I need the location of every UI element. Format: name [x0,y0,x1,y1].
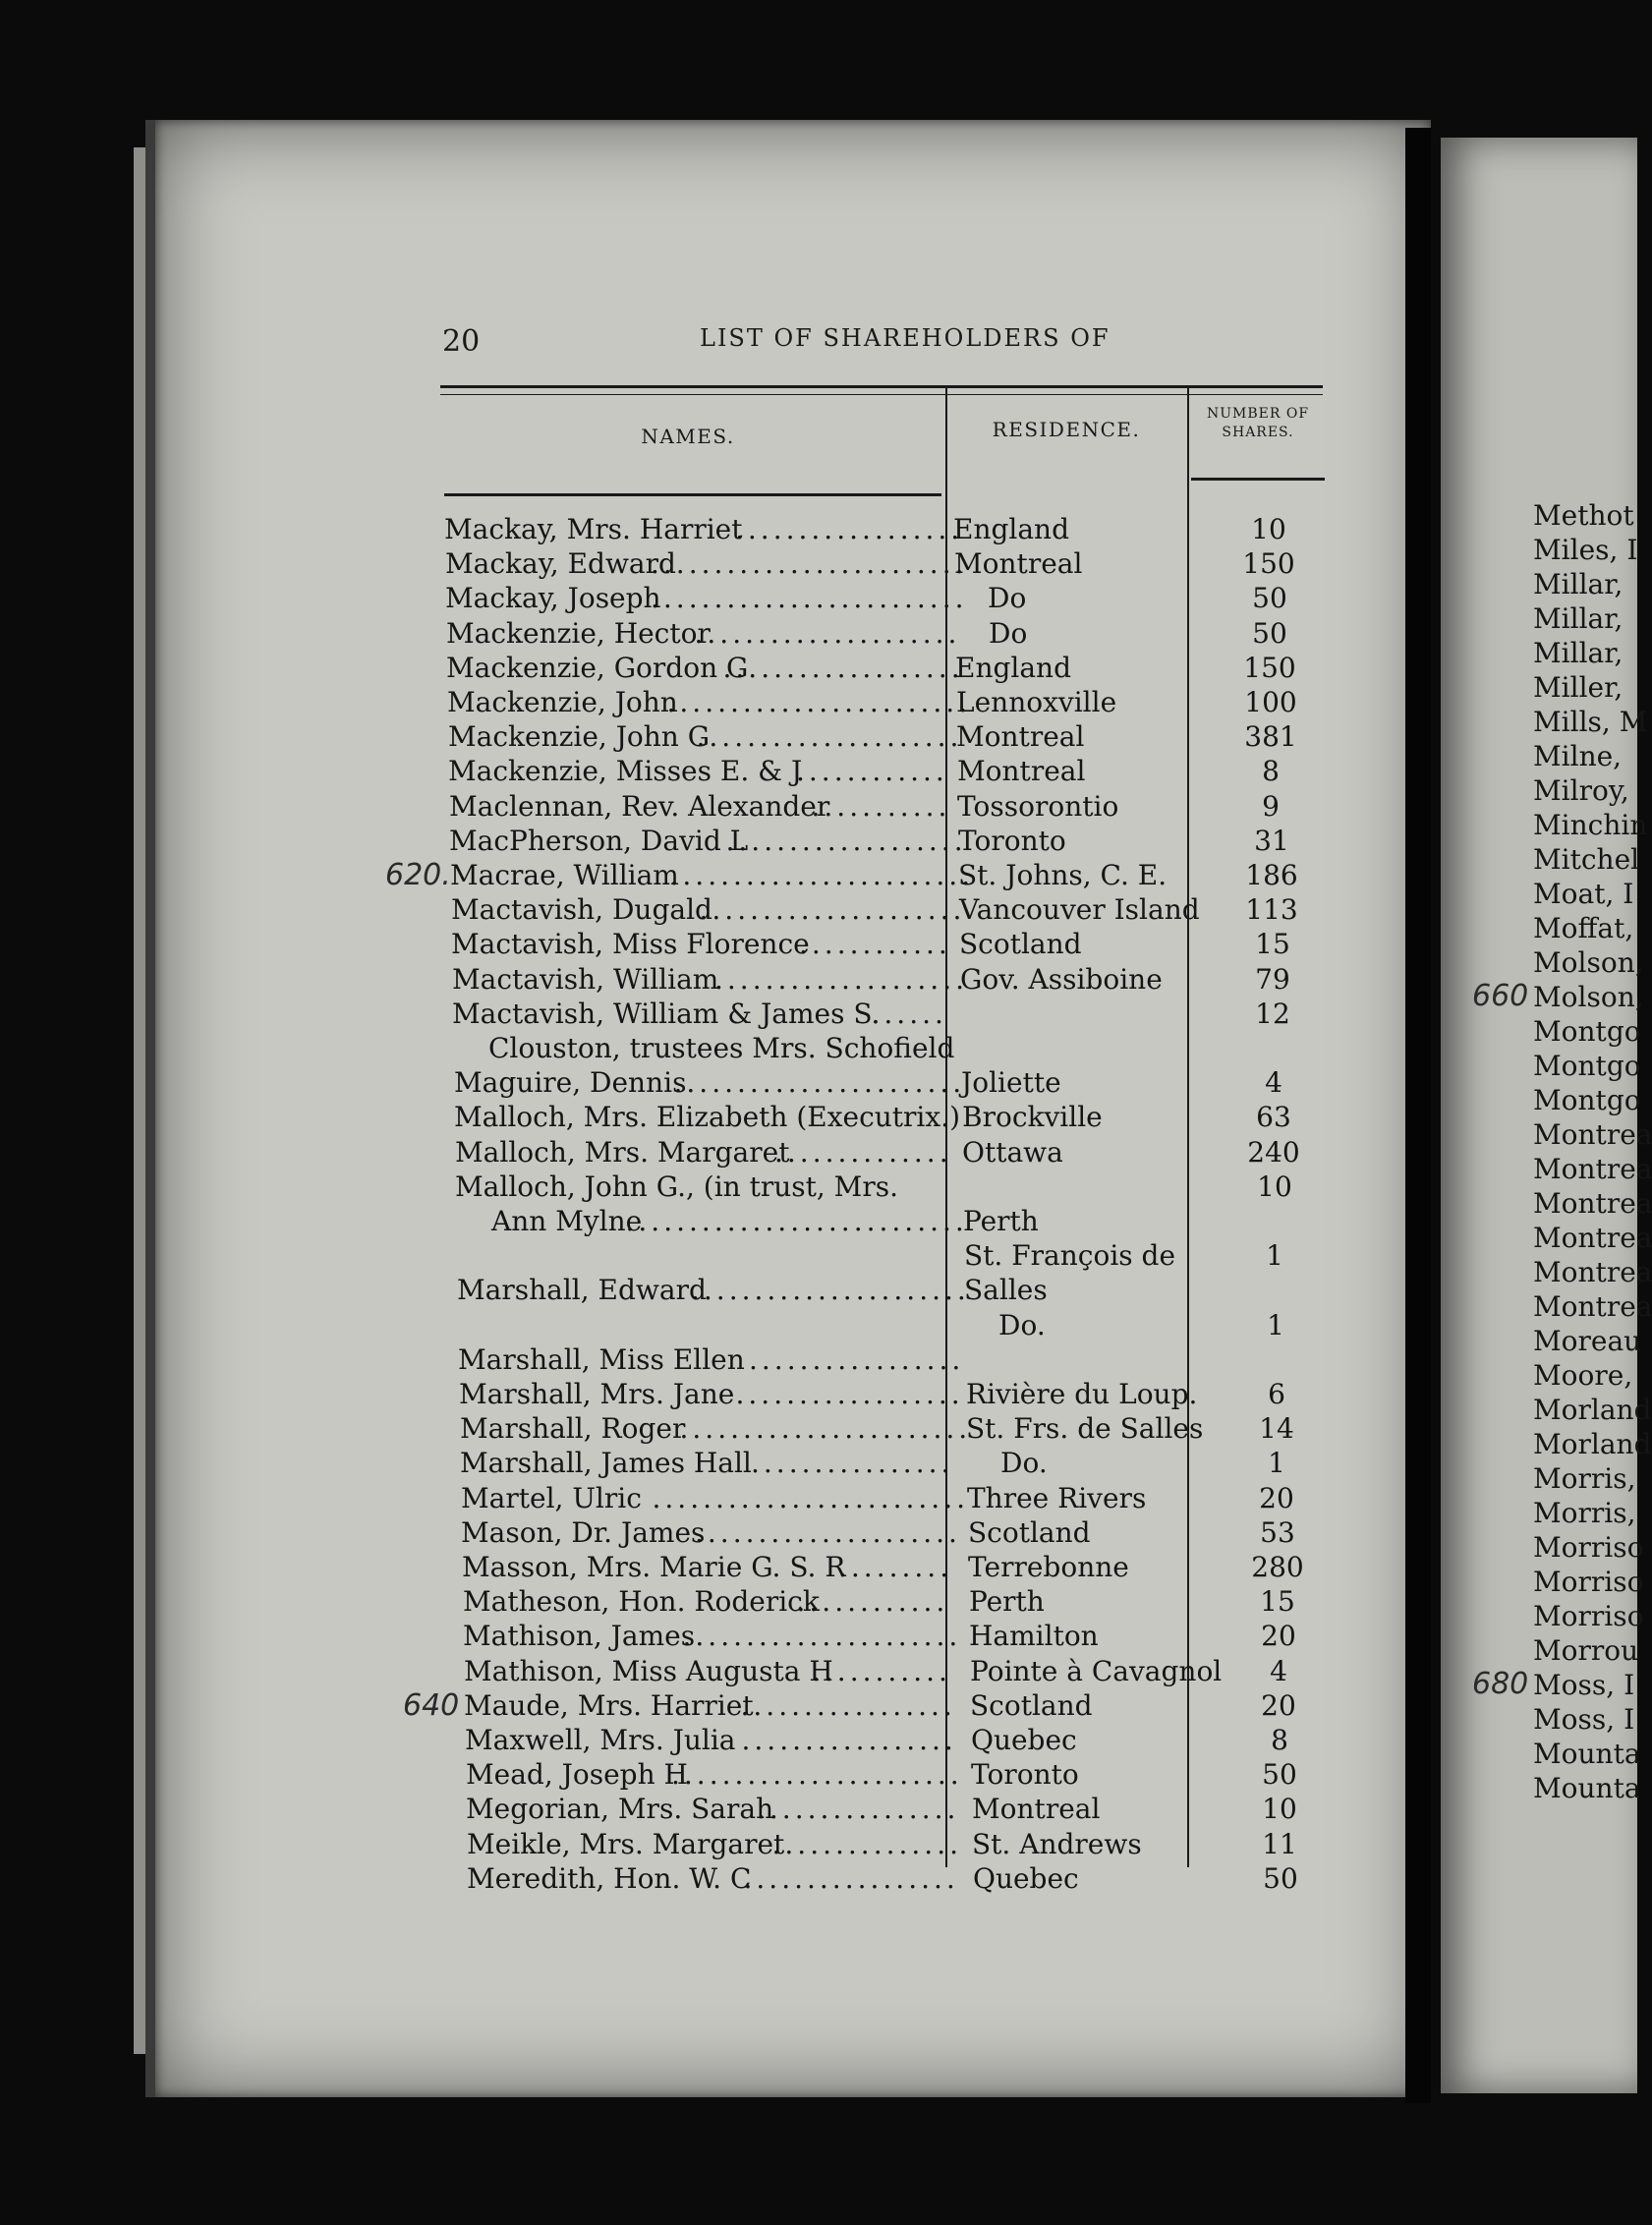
facing-page-entry: Morland [1533,1428,1652,1460]
facing-page-entry: Montgo [1533,1084,1641,1116]
facing-page-entry: Moss, I [1533,1669,1635,1701]
share-count: 1 [1268,1447,1285,1480]
residence: Montreal [957,755,1086,788]
leader-dots: .............. [774,1135,952,1169]
facing-page-entry: Mills, M [1533,706,1648,738]
leader-dots: ........................... [625,1205,968,1237]
share-count: 11 [1262,1827,1297,1860]
facing-page-handwritten-number: 660 [1472,979,1529,1013]
share-count: 15 [1255,928,1290,961]
residence: St. François de [964,1239,1176,1273]
shareholder-name: Mackenzie, Misses E. & J [448,755,803,788]
residence: Quebec [973,1861,1079,1895]
residence: Joliette [961,1066,1061,1100]
facing-page-entry: Moat, I [1533,878,1634,910]
share-count: 1 [1267,1308,1284,1341]
facing-page-entry: Methot [1533,499,1634,532]
shareholder-name: Mactavish, William [452,962,719,996]
share-count: 8 [1262,755,1280,788]
residence: Vancouver Island [959,893,1200,927]
residence: England [955,651,1072,684]
share-count: 150 [1242,547,1295,581]
facing-page-entry: Montrea [1533,1153,1652,1185]
shareholder-name: Mackay, Edward [445,547,676,581]
facing-page-entry: Milroy, [1533,774,1629,807]
shareholder-name: Marshall, Edward [457,1274,707,1307]
share-count: 9 [1262,789,1280,823]
leader-dots: ........................ [669,859,975,891]
leader-dots: ....................... [671,1758,963,1792]
residence: Perth [963,1205,1039,1237]
residence: Do [988,582,1027,615]
facing-page-handwritten-number: 680 [1472,1667,1529,1701]
residence: Montreal [956,720,1085,754]
leader-dots: .................. [735,1378,964,1410]
leader-dots: ......... [838,1551,953,1583]
residence: Scotland [970,1688,1093,1722]
column-header-residence: RESIDENCE. [992,418,1141,441]
leader-dots: ................. [741,1724,957,1756]
residence: Montreal [954,547,1083,581]
leader-dots: ................ [757,1793,960,1826]
share-count: 10 [1262,1793,1297,1826]
leader-dots: ................. [740,1688,956,1722]
share-count: 15 [1260,1585,1295,1619]
leader-dots: .................. [735,513,964,545]
shareholder-name: MacPherson, David L [449,824,749,857]
leader-dots: ...................... [691,1274,970,1307]
leader-dots: ........... [811,789,951,823]
facing-page-entry: Morris, [1533,1497,1636,1529]
shareholder-name: Marshall, Roger [460,1412,686,1446]
facing-page-entry: Miller, [1533,671,1624,704]
leader-dots: ..................... [699,893,966,927]
column-header-shares-line1: NUMBER OF [1206,406,1310,422]
shareholder-name: Mackenzie, John G [448,720,711,754]
leader-dots: ................. [749,1342,965,1376]
leader-dots: ....................... [679,1412,972,1446]
shareholder-name: Mackenzie, Gordon G [446,651,749,684]
share-count: 280 [1251,1551,1304,1583]
shareholder-name: Maguire, Dennis [454,1066,687,1100]
residence: Rivière du Loup. [966,1378,1198,1410]
facing-page-entry: Morrou [1533,1634,1639,1667]
shareholder-name: Clouston, trustees Mrs. Schofield [488,1032,955,1064]
shareholder-name: Mackenzie, John [447,686,678,718]
facing-page-entry: Moore, [1533,1359,1633,1392]
leader-dots: ...... [871,997,947,1030]
share-count: 240 [1247,1135,1300,1169]
share-count: 50 [1262,1758,1297,1792]
share-count: 8 [1271,1724,1288,1756]
book-gutter [1405,128,1431,2103]
share-count: 20 [1259,1481,1294,1514]
shareholder-name: Malloch, John G., (in trust, Mrs. [455,1170,898,1203]
leader-dots: .................... [714,962,969,996]
column-divider-2 [1187,385,1189,1867]
facing-page-entry: Morland [1533,1394,1652,1426]
leader-dots: ..................... [694,616,961,650]
facing-page-entry: Morris, [1533,1462,1636,1495]
facing-page-entry: Moreau [1533,1325,1642,1357]
top-rule [440,385,1323,388]
residence: England [953,513,1070,545]
facing-page-entry: Mounta [1533,1772,1641,1804]
leader-dots: ................. [743,1861,959,1895]
facing-page-entry: Minchin [1533,809,1648,841]
leader-dots: ............ [796,1585,949,1619]
share-count: 20 [1261,1688,1296,1722]
shareholder-name: Mason, Dr. James [461,1515,706,1549]
share-count: 79 [1255,962,1290,996]
top-rule-thin [440,394,1323,395]
shareholder-name: Malloch, Mrs. Elizabeth (Executrix.) [454,1101,960,1134]
share-count: 50 [1263,1861,1298,1895]
shareholder-name: Mackenzie, Hector [446,616,711,650]
leader-dots: ............ [799,928,951,961]
leader-dots: ........................ [666,686,972,718]
shareholder-name: Marshall, Miss Ellen [458,1342,745,1376]
share-count: 113 [1245,893,1298,927]
shareholder-name: Mathison, James [463,1620,696,1653]
shareholder-name: Mactavish, Dugald [451,893,712,927]
facing-page-entry: Mounta [1533,1738,1641,1770]
residence: Three Rivers [967,1481,1147,1514]
shareholder-name: Mactavish, Miss Florence [451,928,810,961]
header-rule-names [444,493,941,496]
page-number: 20 [442,324,481,359]
leader-dots: ........... [812,1654,951,1687]
leader-dots: ................... [725,824,967,857]
residence: Hamilton [969,1620,1099,1653]
residence: St. Frs. de Salles [966,1412,1204,1446]
share-count: 50 [1252,616,1287,650]
shareholder-name: Maclennan, Rev. Alexander [449,789,830,823]
share-count: 10 [1251,513,1286,545]
residence: Perth [969,1585,1045,1619]
shareholder-name: Mackay, Mrs. Harriet [444,513,743,545]
leader-dots: ....................... [673,1066,966,1100]
leader-dots: ......................... [652,1481,970,1514]
column-header-shares [1191,405,1325,442]
residence: Gov. Assiboine [960,962,1163,996]
facing-page-entry: Molson, [1533,946,1644,979]
share-count: 6 [1268,1378,1285,1410]
shareholder-name: Ann Mylne [491,1205,643,1237]
share-count: 186 [1245,859,1298,891]
residence: Ottawa [962,1135,1063,1169]
share-count: 31 [1254,824,1289,857]
residence: Do. [998,1308,1046,1341]
header-rule-shares [1191,478,1325,481]
facing-page-entry: Millar, [1533,637,1624,669]
leader-dots: ..................... [695,1515,961,1549]
facing-page-entry: Montrea [1533,1290,1652,1323]
leader-dots: ......................... [651,547,968,581]
facing-page-entry: Miles, I [1533,534,1638,566]
residence: Scotland [968,1515,1091,1549]
leader-dots: ......................... [651,582,968,615]
handwritten-number: 620. [385,858,451,892]
residence: Pointe à Cavagnol [970,1654,1223,1687]
column-header-shares-line2: SHARES. [1222,425,1294,440]
residence: Toronto [971,1758,1079,1792]
residence: Scotland [959,928,1082,961]
handwritten-number: 640 [403,1687,460,1723]
residence: Do. [1000,1447,1048,1480]
shareholder-name: Meredith, Hon. W. C [467,1861,752,1895]
residence: Tossorontio [957,789,1119,823]
facing-page-entry: Montrea [1533,1118,1652,1151]
share-count: 381 [1244,720,1297,754]
residence: Salles [964,1274,1048,1307]
leader-dots: ................... [722,651,964,684]
residence: Lennoxville [956,686,1117,718]
facing-page-entry: Montgo [1533,1050,1641,1082]
shareholder-name: Mead, Joseph H [466,1758,688,1792]
shareholder-name: Macrae, William [450,859,679,891]
facing-page-entry: Milne, [1533,740,1623,772]
shareholder-name: Meikle, Mrs. Margaret [467,1827,785,1860]
shareholder-name: Megorian, Mrs. Sarah [466,1793,774,1826]
share-count: 4 [1265,1066,1282,1100]
share-count: 63 [1256,1101,1291,1134]
residence: St. Johns, C. E. [958,859,1168,891]
facing-page-entry: Montrea [1533,1222,1652,1254]
shareholder-name: Marshall, Mrs. Jane [459,1378,735,1410]
share-count: 1 [1266,1239,1283,1273]
residence: St. Andrews [972,1827,1142,1860]
running-title: LIST OF SHAREHOLDERS OF [700,324,1111,352]
shareholder-name: Matheson, Hon. Roderick [463,1585,820,1619]
shareholder-name: Maude, Mrs. Harriet [464,1688,754,1722]
share-count: 100 [1244,686,1297,718]
share-count: 50 [1252,582,1287,615]
shareholder-name: Malloch, Mrs. Margaret [455,1135,790,1169]
facing-page-entry: Molson, [1533,981,1644,1013]
shareholder-name: Martel, Ulric [461,1481,642,1514]
shareholder-name: Maxwell, Mrs. Julia [465,1724,736,1756]
facing-page-entry: Montrea [1533,1256,1652,1288]
shareholder-name: Mathison, Miss Augusta H [464,1654,833,1687]
residence: Quebec [971,1724,1077,1756]
facing-page-entry: Millar, [1533,602,1624,635]
shareholder-name: Mactavish, William & James S. [452,997,881,1030]
shareholder-name: Mackay, Joseph [445,582,661,615]
residence: Do [989,616,1028,650]
residence: Brockville [962,1101,1103,1134]
share-count: 53 [1260,1515,1295,1549]
leader-dots: ..................... [696,720,963,754]
share-count: 14 [1259,1412,1294,1446]
facing-page-entry: Morriso [1533,1566,1644,1598]
facing-page-entry: Morriso [1533,1600,1644,1632]
share-count: 10 [1257,1170,1292,1203]
leader-dots: ................ [751,1447,954,1480]
share-count: 12 [1255,997,1290,1030]
facing-page-entry: Moss, I [1533,1703,1635,1736]
leader-dots: ...................... [682,1620,962,1653]
facing-page-entry: Moffat, [1533,912,1634,944]
leader-dots: ............ [796,755,948,788]
residence: Toronto [958,824,1066,857]
facing-page-entry: Montgo [1533,1015,1641,1048]
facing-page-entry: Mitchel [1533,843,1640,876]
residence: Montreal [972,1793,1101,1826]
facing-page-entry: Montrea [1533,1187,1652,1220]
leader-dots: ............... [771,1827,963,1860]
share-count: 4 [1270,1654,1287,1687]
column-header-names: NAMES. [641,425,735,448]
shareholder-name: Marshall, James Hall [460,1447,752,1480]
shareholder-name: Masson, Mrs. Marie G. S. R [462,1551,846,1583]
facing-page-entry: Morriso [1533,1531,1644,1564]
facing-page-entry: Millar, [1533,568,1624,600]
share-count: 150 [1243,651,1296,684]
share-count: 20 [1261,1620,1296,1653]
residence: Terrebonne [968,1551,1129,1583]
